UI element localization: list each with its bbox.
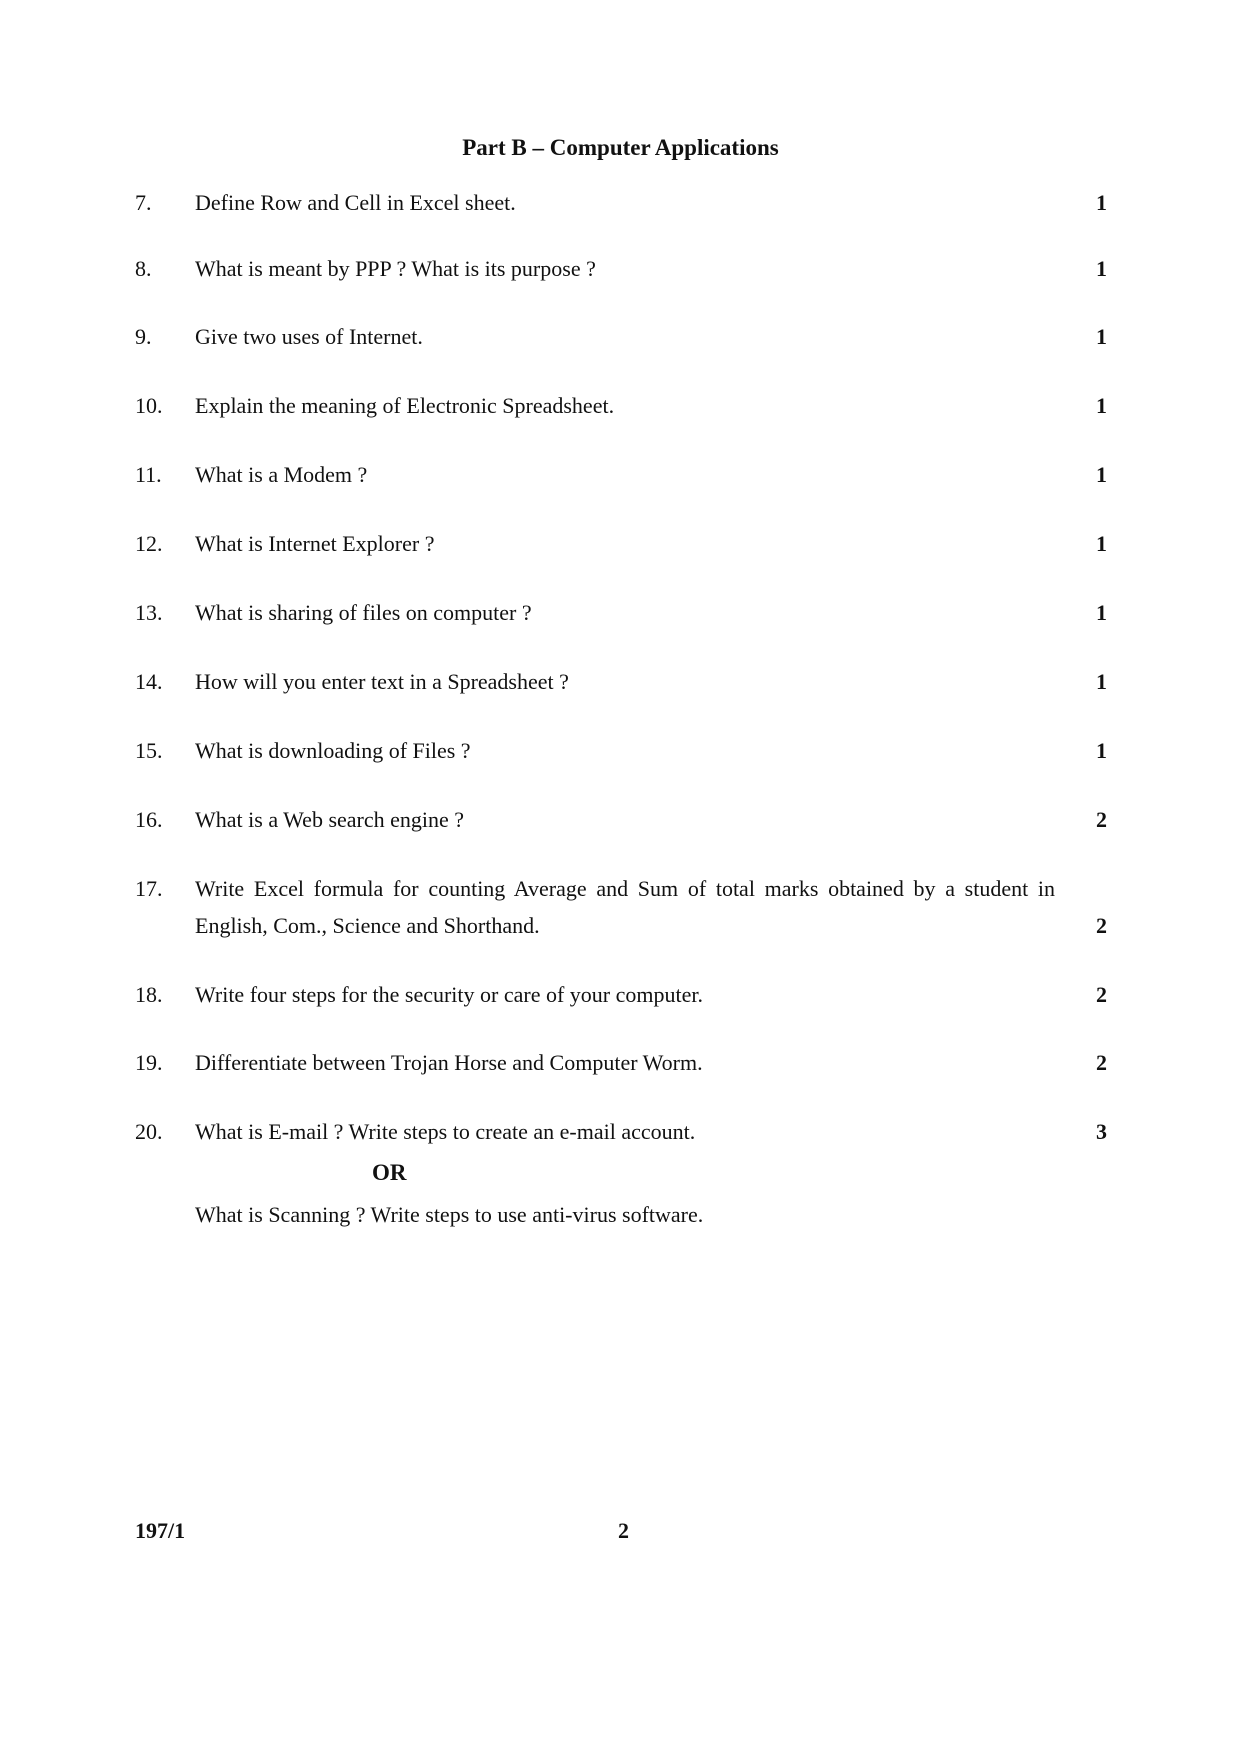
question-number: 14. bbox=[135, 669, 163, 694]
question-marks: 1 bbox=[1096, 462, 1107, 487]
question-item bbox=[135, 1044, 1107, 1081]
question-marks: 1 bbox=[1096, 256, 1107, 281]
page-number: 2 bbox=[618, 1518, 629, 1543]
alternative-question-text: What is Scanning ? Write steps to use anti-virus software. bbox=[195, 1202, 704, 1227]
question-number: 10. bbox=[135, 393, 163, 418]
question-text: What is a Modem ? bbox=[195, 462, 368, 487]
question-text: Differentiate between Trojan Horse and Computer Worm. bbox=[195, 1050, 703, 1075]
question-marks: 2 bbox=[1096, 982, 1107, 1007]
question-text: Write Excel formula for counting Average and Sum of total marks obtained by a student in English, Com., Science and Shorthand. bbox=[195, 876, 1055, 938]
question-number: 9. bbox=[135, 324, 152, 349]
question-item bbox=[135, 456, 1107, 493]
question-text: What is sharing of files on computer ? bbox=[195, 600, 532, 625]
paper-code: 197/1 bbox=[135, 1518, 186, 1543]
question-number: 12. bbox=[135, 531, 163, 556]
question-number: 16. bbox=[135, 807, 163, 832]
or-separator: OR bbox=[372, 1160, 407, 1185]
question-item bbox=[135, 801, 1107, 838]
question-item bbox=[135, 525, 1107, 562]
question-text: Explain the meaning of Electronic Spreadsheet. bbox=[195, 393, 615, 418]
question-item bbox=[135, 870, 1107, 944]
section-title: Part B – Computer Applications bbox=[462, 135, 779, 160]
question-text: Write four steps for the security or care of your computer. bbox=[195, 982, 703, 1007]
question-item bbox=[135, 318, 1107, 355]
question-text: Give two uses of Internet. bbox=[195, 324, 423, 349]
question-marks: 1 bbox=[1096, 324, 1107, 349]
question-number: 19. bbox=[135, 1050, 163, 1075]
question-marks: 1 bbox=[1096, 738, 1107, 763]
question-item bbox=[135, 250, 1107, 287]
question-text: How will you enter text in a Spreadsheet ? bbox=[195, 669, 569, 694]
question-marks: 1 bbox=[1096, 190, 1107, 215]
question-number: 20. bbox=[135, 1119, 163, 1144]
question-text: What is E-mail ? Write steps to create an e-mail account. bbox=[195, 1119, 696, 1144]
question-item bbox=[135, 184, 1107, 221]
question-marks: 2 bbox=[1096, 807, 1107, 832]
question-marks: 1 bbox=[1096, 600, 1107, 625]
question-item bbox=[135, 663, 1107, 700]
question-text: What is meant by PPP ? What is its purpose ? bbox=[195, 256, 596, 281]
question-number: 17. bbox=[135, 876, 163, 901]
question-item bbox=[135, 732, 1107, 769]
question-number: 8. bbox=[135, 256, 152, 281]
question-number: 18. bbox=[135, 982, 163, 1007]
question-number: 15. bbox=[135, 738, 163, 763]
question-marks: 1 bbox=[1096, 669, 1107, 694]
question-marks: 1 bbox=[1096, 531, 1107, 556]
question-item bbox=[135, 1113, 1107, 1150]
question-text: What is Internet Explorer ? bbox=[195, 531, 435, 556]
question-item bbox=[135, 976, 1107, 1013]
question-item bbox=[135, 387, 1107, 424]
question-marks: 1 bbox=[1096, 393, 1107, 418]
question-item bbox=[135, 594, 1107, 631]
question-text: What is downloading of Files ? bbox=[195, 738, 471, 763]
question-marks: 3 bbox=[1096, 1119, 1107, 1144]
question-marks: 2 bbox=[1096, 1050, 1107, 1075]
question-number: 7. bbox=[135, 190, 152, 215]
question-marks: 2 bbox=[1096, 913, 1107, 938]
question-number: 13. bbox=[135, 600, 163, 625]
question-text: What is a Web search engine ? bbox=[195, 807, 465, 832]
question-text: Define Row and Cell in Excel sheet. bbox=[195, 190, 516, 215]
question-number: 11. bbox=[135, 462, 162, 487]
